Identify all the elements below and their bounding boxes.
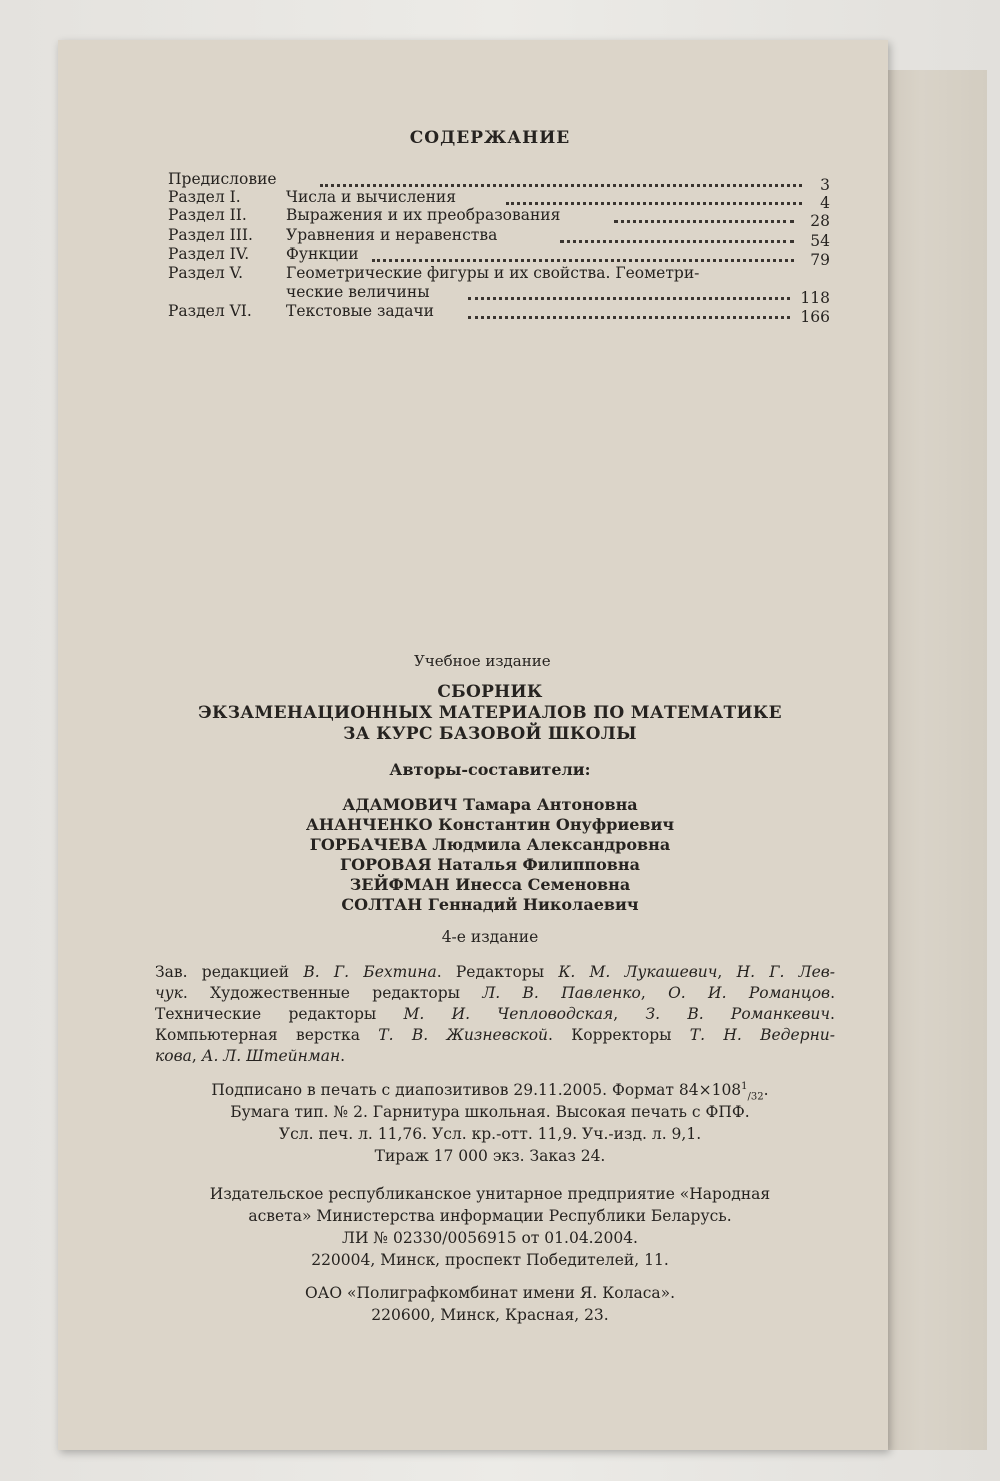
toc-entry-title: Числа и вычисления bbox=[286, 188, 457, 206]
publisher-line: Издательское республиканское унитарное предприятие «Народная bbox=[209, 1185, 771, 1203]
toc-entry-title: ческие величины bbox=[286, 283, 430, 301]
toc-page: 4 bbox=[820, 194, 830, 212]
authors-label: Авторы-составители: bbox=[389, 760, 591, 779]
toc-entry-title: Функции bbox=[286, 245, 359, 263]
toc-leader bbox=[468, 285, 790, 300]
author: АДАМОВИЧ Тамара Антоновна bbox=[342, 795, 638, 814]
author: ГОРОВАЯ Наталья Филипповна bbox=[340, 855, 640, 874]
toc-section: Предисловие bbox=[168, 170, 277, 188]
facing-page-edge bbox=[875, 70, 987, 1450]
printer-line: 220600, Минск, Красная, 23. bbox=[371, 1306, 609, 1324]
editors-line: Технические редакторы М. И. Чепловодская, З. В. Романкевич. bbox=[155, 1005, 835, 1023]
toc-leader bbox=[372, 247, 794, 262]
publisher-line: асвета» Министерства информации Республики Беларусь. bbox=[248, 1207, 732, 1225]
printer-line: ОАО «Полиграфкомбинат имени Я. Коласа». bbox=[304, 1284, 676, 1302]
editors-line: Зав. редакцией В. Г. Бехтина. Редакторы К. М. Лукашевич, Н. Г. Лев- bbox=[155, 963, 836, 981]
book-title-line: ЗА КУРС БАЗОВОЙ ШКОЛЫ bbox=[343, 724, 637, 744]
toc-item bbox=[168, 206, 830, 228]
editors-line: кова, А. Л. Штейнман. bbox=[155, 1047, 346, 1065]
toc-leader bbox=[614, 208, 794, 223]
toc-page: 28 bbox=[810, 212, 830, 230]
print-line: Бумага тип. № 2. Гарнитура школьная. Высокая печать с ФПФ. bbox=[230, 1103, 750, 1121]
toc-page: 166 bbox=[800, 308, 830, 326]
toc-title: СОДЕРЖАНИЕ bbox=[409, 128, 571, 148]
toc-page: 118 bbox=[800, 289, 830, 307]
toc-entry-title: Текстовые задачи bbox=[286, 302, 435, 320]
toc-entry-title: Уравнения и неравенства bbox=[286, 226, 498, 244]
toc-page: 54 bbox=[810, 232, 830, 250]
toc-section: Раздел V. bbox=[168, 264, 244, 282]
author: СОЛТАН Геннадий Николаевич bbox=[341, 895, 639, 914]
book-title-line: ЭКЗАМЕНАЦИОННЫХ МАТЕРИАЛОВ ПО МАТЕМАТИКЕ bbox=[198, 703, 782, 723]
toc-section: Раздел I. bbox=[168, 188, 241, 206]
toc-entry-title: Выражения и их преобразования bbox=[286, 206, 561, 224]
print-line: Тираж 17 000 экз. Заказ 24. bbox=[374, 1147, 606, 1165]
toc-page: 79 bbox=[810, 251, 830, 269]
book-title-line: СБОРНИК bbox=[437, 682, 543, 702]
publisher-line: 220004, Минск, проспект Победителей, 11. bbox=[311, 1251, 669, 1269]
toc-leader bbox=[560, 228, 794, 243]
toc-section: Раздел III. bbox=[168, 226, 253, 244]
author: ЗЕЙФМАН Инесса Семеновна bbox=[349, 875, 631, 894]
toc-leader bbox=[468, 304, 790, 319]
toc-entry-title: Геометрические фигуры и их свойства. Геометри- bbox=[286, 264, 700, 282]
edition-type: Учебное издание bbox=[414, 652, 551, 670]
toc-section: Раздел VI. bbox=[168, 302, 252, 320]
editors-line: Компьютерная верстка Т. В. Жизневской. Корректоры Т. Н. Ведерни- bbox=[155, 1026, 836, 1044]
editors-block bbox=[155, 963, 835, 1068]
editors-line: чук. Художественные редакторы Л. В. Павленко, О. И. Романцов. bbox=[155, 984, 835, 1002]
edition-number: 4-е издание bbox=[441, 928, 539, 946]
author: ГОРБАЧЕВА Людмила Александровна bbox=[309, 835, 671, 854]
publisher-line: ЛИ № 02330/0056915 от 01.04.2004. bbox=[342, 1229, 638, 1247]
author: АНАНЧЕНКО Константин Онуфриевич bbox=[305, 815, 675, 834]
toc-page: 3 bbox=[820, 176, 830, 194]
print-line: Усл. печ. л. 11,76. Усл. кр.-отт. 11,9. Уч.-изд. л. 9,1. bbox=[278, 1125, 702, 1143]
toc-section: Раздел II. bbox=[168, 206, 247, 224]
print-line: Подписано в печать с диапозитивов 29.11.2005. Формат $84\times 108^1_{/32}$. bbox=[211, 1081, 769, 1103]
toc-item bbox=[168, 302, 830, 324]
toc-leader bbox=[320, 172, 802, 187]
toc-leader bbox=[506, 190, 802, 205]
toc-section: Раздел IV. bbox=[168, 245, 250, 263]
